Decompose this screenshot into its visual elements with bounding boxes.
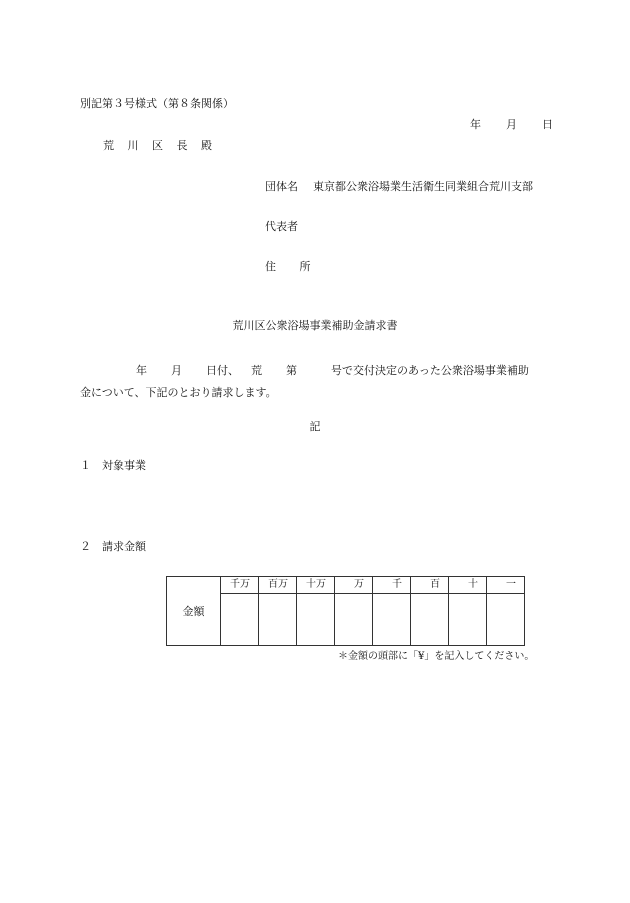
digit-field[interactable] xyxy=(297,594,335,646)
body-ara: 荒 xyxy=(251,364,262,377)
section-target-project xyxy=(80,460,146,471)
section-number: ２ xyxy=(80,540,91,553)
representative-row xyxy=(265,221,313,232)
date-month: 月 xyxy=(506,118,517,131)
request-body xyxy=(80,360,550,404)
amount-digit-row xyxy=(167,594,525,646)
addressee: 荒 川 区 長 殿 xyxy=(103,139,217,152)
group-name-label: 団体名 xyxy=(265,180,298,193)
group-name-row xyxy=(265,181,533,192)
unit-cell: 十万 xyxy=(297,577,335,594)
amount-table xyxy=(166,576,525,646)
section-label: 対象事業 xyxy=(102,459,146,472)
digit-field[interactable] xyxy=(411,594,449,646)
unit-cell: 十 xyxy=(449,577,487,594)
unit-cell: 万 xyxy=(335,577,373,594)
amount-unit-row xyxy=(167,577,525,594)
section-request-amount xyxy=(80,541,146,552)
unit-cell: 千万 xyxy=(221,577,259,594)
body-day: 日付、 xyxy=(206,364,239,377)
amount-footnote: ＊金額の頭部に「¥」を記入してください。 xyxy=(338,651,535,662)
date-day: 日 xyxy=(542,118,553,131)
body-line2: 金について、下記のとおり請求します。 xyxy=(80,386,277,399)
address-label: 住 所 xyxy=(265,260,321,273)
representative-label: 代表者 xyxy=(265,220,298,233)
body-dai: 第 xyxy=(286,364,297,377)
digit-field[interactable] xyxy=(335,594,373,646)
record-mark: 記 xyxy=(309,420,321,433)
date-line xyxy=(470,119,553,130)
section-label: 請求金額 xyxy=(102,540,146,553)
amount-label: 金額 xyxy=(167,577,221,646)
unit-cell: 百 xyxy=(411,577,449,594)
group-name-value: 東京都公衆浴場業生活衛生同業組合荒川支部 xyxy=(313,180,533,193)
section-number: １ xyxy=(80,459,91,472)
document-title: 荒川区公衆浴場事業補助金請求書 xyxy=(232,319,398,332)
digit-field[interactable] xyxy=(373,594,411,646)
digit-field[interactable] xyxy=(449,594,487,646)
form-label: 別記第３号様式（第８条関係） xyxy=(80,97,234,110)
unit-cell: 一 xyxy=(487,577,525,594)
address-row xyxy=(265,260,321,273)
body-rest: 号で交付決定のあった公衆浴場事業補助 xyxy=(331,364,529,377)
unit-cell: 百万 xyxy=(259,577,297,594)
body-month: 月 xyxy=(171,364,182,377)
digit-field[interactable] xyxy=(487,594,525,646)
date-year: 年 xyxy=(470,118,481,131)
body-year: 年 xyxy=(136,364,147,377)
digit-field[interactable] xyxy=(259,594,297,646)
digit-field[interactable] xyxy=(221,594,259,646)
unit-cell: 千 xyxy=(373,577,411,594)
